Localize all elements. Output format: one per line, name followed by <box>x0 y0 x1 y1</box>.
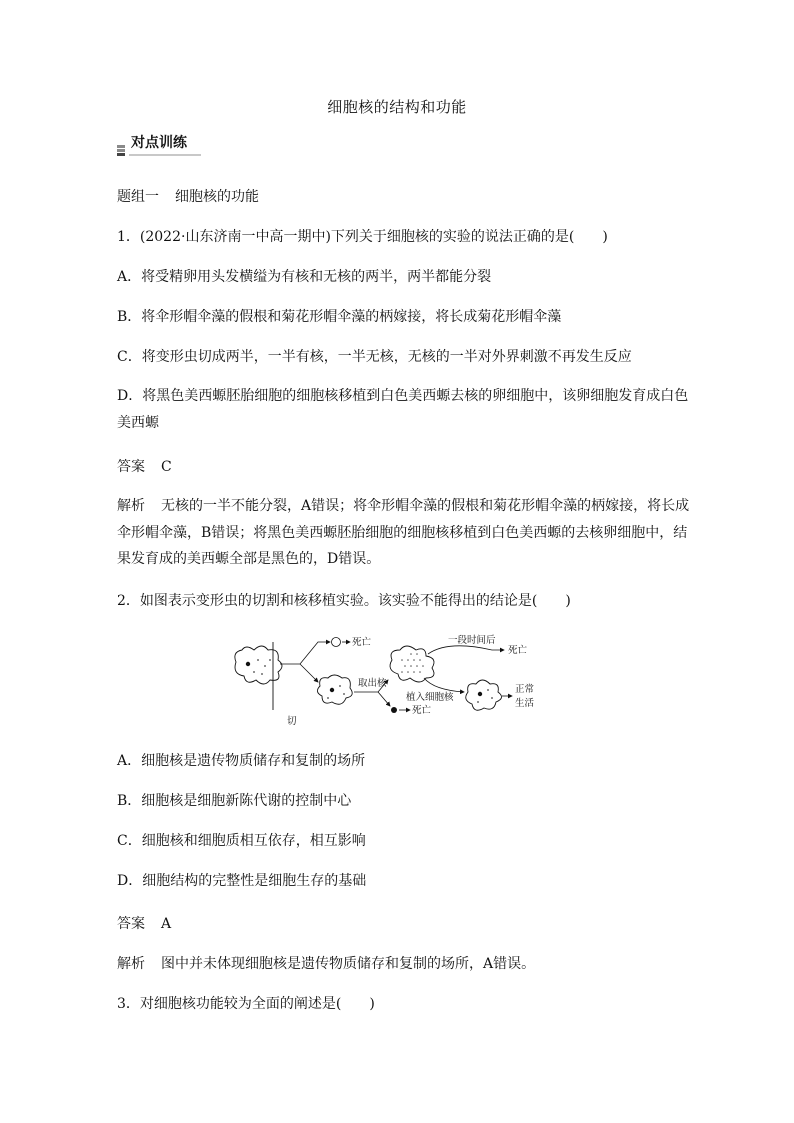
q1-option-d: D．将黑色美西螈胚胎细胞的细胞核移植到白色美西螈去核的卵细胞中，该卵细胞发育成白色美西螈 <box>117 388 689 431</box>
q2-option-b: B．细胞核是细胞新陈代谢的控制中心 <box>117 793 352 809</box>
q2-analysis-label: 解析 <box>117 956 145 972</box>
q1-analysis-text: 无核的一半不能分裂，A错误；将伞形帽伞藻的假根和菊花形帽伞藻的柄嫁接，将长成伞形帽伞藻，B错误；将黑色美西螈胚胎细胞的细胞核移植到白色美西螈的去核卵细胞中，结果发育成的美西螈全部是黑色的，D错误。 <box>117 498 690 567</box>
label-normal-1: 正常 <box>515 684 535 695</box>
q2-analysis-text: 图中并未体现细胞核是遗传物质储存和复制的场所，A错误。 <box>161 956 536 972</box>
isolated-nucleus-icon <box>391 707 397 713</box>
label-normal-2: 生活 <box>515 698 535 709</box>
label-remove-nucleus: 取出核 <box>358 678 387 689</box>
group-name: 细胞核的功能 <box>175 189 259 205</box>
q1-analysis-label: 解析 <box>117 498 145 514</box>
label-dead-2: 死亡 <box>508 645 528 656</box>
label-cut: 切 <box>287 716 297 727</box>
anucleate-fragment-icon <box>332 638 341 647</box>
amoeba-reconstructed-icon <box>466 680 502 710</box>
label-after-time: 一段时间后 <box>448 635 496 646</box>
q3-stem: 3．对细胞核功能较为全面的阐述是( ) <box>117 996 375 1012</box>
label-dead-1: 死亡 <box>352 637 372 648</box>
amoeba-whole-icon <box>235 646 282 684</box>
q2-answer-label: 答案 <box>117 916 145 932</box>
q1-answer-value: C <box>161 459 172 475</box>
group-label: 题组一 <box>117 189 159 205</box>
page-title: 细胞核的结构和功能 <box>327 98 467 116</box>
section-heading <box>117 136 201 156</box>
amoeba-enucleated-icon <box>390 646 434 682</box>
amoeba-experiment-diagram <box>228 630 548 730</box>
q2-answer-value: A <box>161 916 172 932</box>
q2-answer <box>117 913 171 935</box>
section-label: 对点训练 <box>129 132 201 156</box>
q2-option-c: C．细胞核和细胞质相互依存，相互影响 <box>117 833 366 849</box>
q2-option-d: D．细胞结构的完整性是细胞生存的基础 <box>117 873 367 889</box>
q1-answer <box>117 456 172 478</box>
amoeba-nucleated-half-icon <box>317 675 352 704</box>
q1-option-a: A．将受精卵用头发横缢为有核和无核的两半，两半都能分裂 <box>117 269 492 285</box>
label-dead-3: 死亡 <box>412 705 432 716</box>
q1-option-b: B．将伞形帽伞藻的假根和菊花形帽伞藻的柄嫁接，将长成菊花形帽伞藻 <box>117 309 562 325</box>
q1-analysis <box>117 493 691 573</box>
section-marker-icon <box>117 144 125 156</box>
label-transplant: 植入细胞核 <box>406 692 454 703</box>
q2-analysis <box>117 953 535 975</box>
q2-stem: 2．如图表示变形虫的切割和核移植实验。该实验不能得出的结论是( ) <box>117 593 571 609</box>
group-heading <box>117 186 259 208</box>
q1-option-c: C．将变形虫切成两半，一半有核，一半无核，无核的一半对外界刺激不再发生反应 <box>117 349 632 365</box>
q1-answer-label: 答案 <box>117 459 145 475</box>
q1-stem: 1．(2022·山东济南一中高一期中)下列关于细胞核的实验的说法正确的是( ) <box>117 229 608 245</box>
q2-option-a: A．细胞核是遗传物质储存和复制的场所 <box>117 753 366 769</box>
